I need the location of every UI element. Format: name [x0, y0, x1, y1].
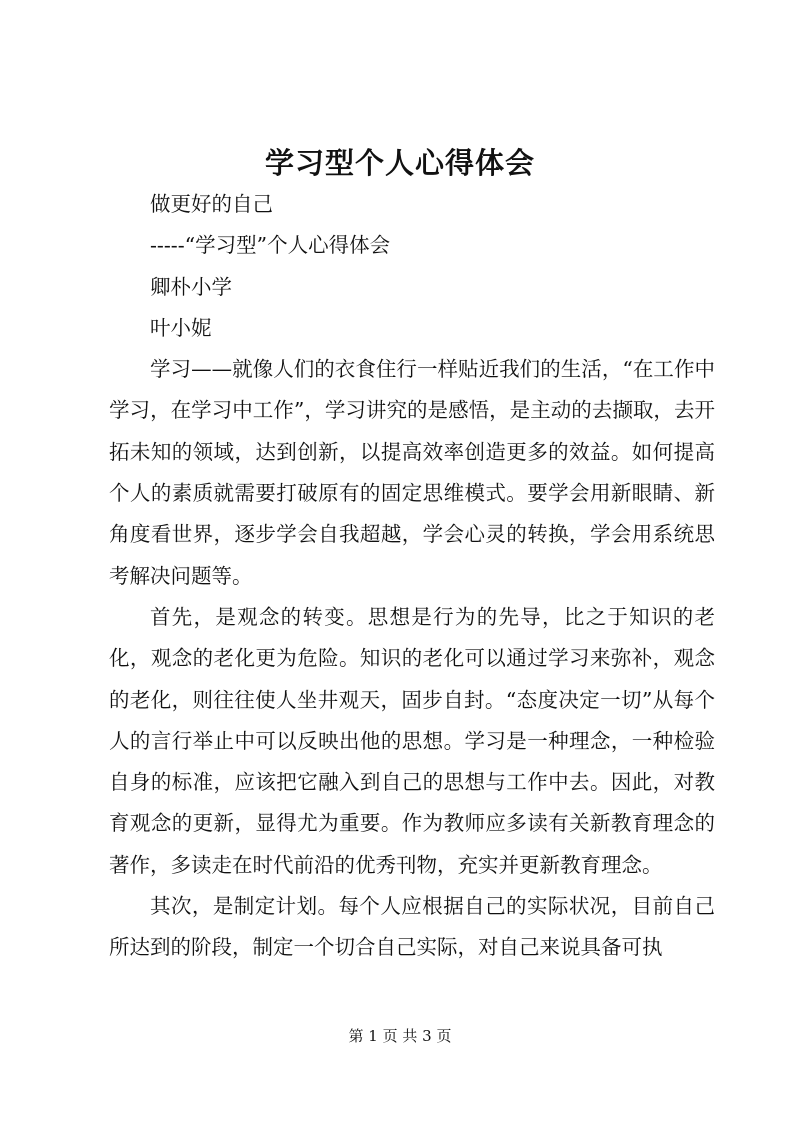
page-footer: 第 1 页 共 3 页 [348, 1027, 452, 1045]
paragraph: 首先，是观念的转变。思想是行为的先导，比之于知识的老化，观念的老化更为危险。知识的老化可以通过学习来弥补，观念的老化，则往往使人坐井观天，固步自封。“态度决定一切”从每个人的言行举止中可以反映出他的思想。学习是一种理念，一种检验自身的标准，应该把它融入到自己的思想与工作中去。因此，对教育观念的更新，显得尤为重要。作为教师应多读有关新教育理念的著作，多读走在时代前沿的优秀刊物，充实并更新教育理念。 [109, 604, 715, 877]
subtitle-line: 做更好的自己 [150, 192, 273, 216]
author-name: 叶小妮 [150, 315, 212, 340]
document-title: 学习型个人心得体会 [264, 146, 535, 180]
paragraph: 其次，是制定计划。每个人应根据自己的实际状况，目前自己所达到的阶段，制定一个切合自己实际，对自己来说具备可执 [109, 894, 715, 960]
paragraph: 学习——就像人们的衣食住行一样贴近我们的生活，“在工作中学习，在学习中工作”，学习讲究的是感悟，是主动的去撷取，去开拓未知的领域，达到创新，以提高效率创造更多的效益。如何提高个人的素质就需要打破原有的固定思维模式。要学会用新眼睛、新角度看世界，逐步学会自我超越，学会心灵的转换，学会用系统思考解决问题等。 [109, 357, 715, 588]
school-name: 卿朴小学 [150, 274, 232, 299]
document-body [109, 184, 715, 969]
subtitle-dash-line: -----“学习型”个人心得体会 [150, 233, 391, 258]
